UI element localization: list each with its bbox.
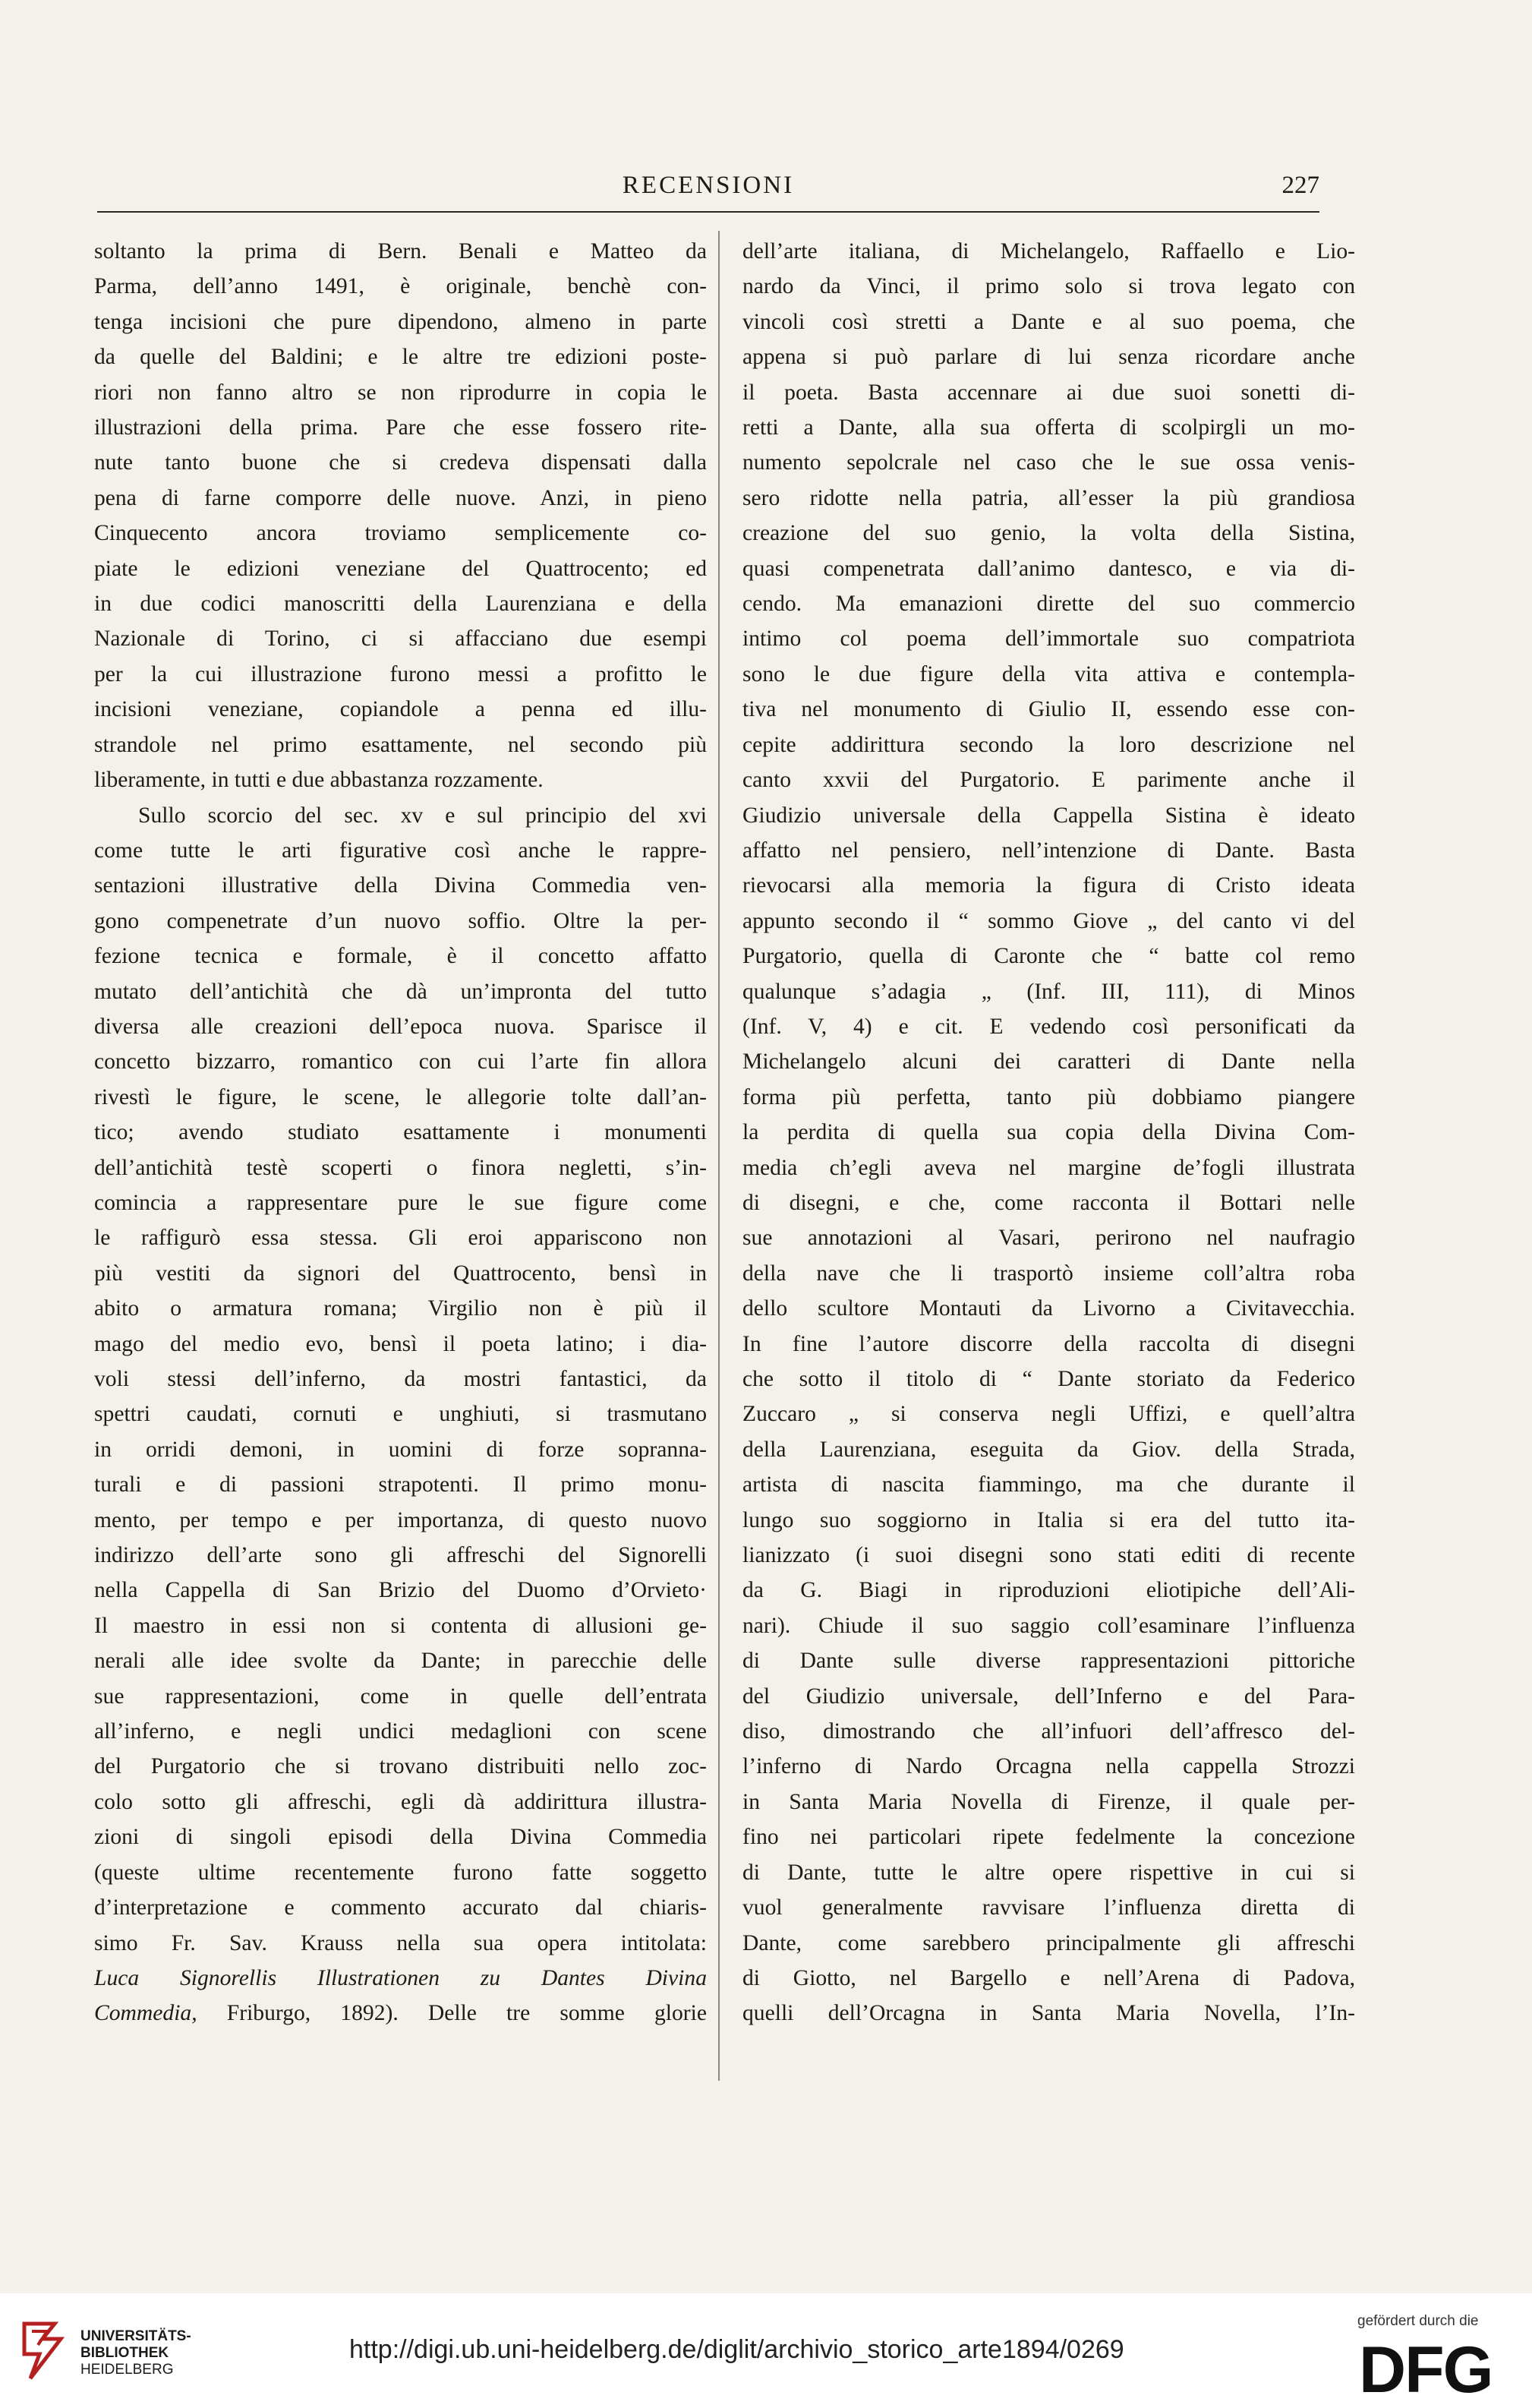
text-line: Nazionale di Torino, ci si affacciano due esempi <box>94 626 707 652</box>
text-line: le raffigurò essa stessa. Gli eroi appariscono non <box>94 1226 707 1251</box>
text-line: quelli dell’Orcagna in Santa Maria Novella, l’In- <box>742 2001 1355 2026</box>
text-line: di Dante, tutte le altre opere rispettive in cui si <box>742 1860 1355 1885</box>
text-line: il poeta. Basta accennare ai due suoi sonetti di- <box>742 380 1355 405</box>
text-line: sentazioni illustrative della Divina Commedia ven- <box>94 873 707 898</box>
library-line-1: UNIVERSITÄTS- <box>80 2328 191 2344</box>
text-line: appunto secondo il “ sommo Giove „ del canto vi del <box>742 908 1355 933</box>
text-line: quasi compenetrata dall’animo dantesco, e via di- <box>742 556 1355 581</box>
text-line: in orridi demoni, in uomini di forze sopranna- <box>94 1437 707 1462</box>
text-line-italic: Commedia, <box>94 2001 197 2026</box>
text-line: Cinquecento ancora troviamo semplicemente co- <box>94 521 707 546</box>
text-line: piate le edizioni veneziane del Quattrocento; ed <box>94 556 707 581</box>
text-line: dell’antichità testè scoperti o finora negletti, s’in- <box>94 1155 707 1180</box>
text-line: abito o armatura romana; Virgilio non è più il <box>94 1296 707 1321</box>
text-line: come tutte le arti figurative così anche le rappre- <box>94 838 707 863</box>
text-line: voli stessi dell’inferno, da mostri fantastici, da <box>94 1367 707 1391</box>
text-line: nerali alle idee svolte da Dante; in parecchie delle <box>94 1649 707 1674</box>
text-line: di Dante sulle diverse rappresentazioni pittoriche <box>742 1649 1355 1674</box>
text-line: zioni di singoli episodi della Divina Commedia <box>94 1825 707 1850</box>
permalink-url[interactable]: http://digi.ub.uni-heidelberg.de/diglit/archivio_storico_arte1894/0269 <box>349 2335 1124 2364</box>
text-line: media ch’egli aveva nel margine de’fogli illustrata <box>742 1155 1355 1180</box>
text-line: Parma, dell’anno 1491, è originale, benchè con- <box>94 274 707 299</box>
text-line: nari). Chiude il suo saggio coll’esaminare l’influenza <box>742 1613 1355 1638</box>
text-line: retti a Dante, alla sua offerta di scolpirgli un mo- <box>742 415 1355 440</box>
text-line: rievocarsi alla memoria la figura di Cristo ideata <box>742 873 1355 898</box>
text-line: da quelle del Baldini; e le altre tre edizioni poste- <box>94 345 707 370</box>
text-line: Giudizio universale della Cappella Sistina è ideato <box>742 803 1355 828</box>
text-line: nardo da Vinci, il primo solo si trova legato con <box>742 274 1355 299</box>
dfg-logo: DFG <box>1359 2334 1493 2406</box>
text-line: l’inferno di Nardo Orcagna nella cappella Strozzi <box>742 1754 1355 1779</box>
text-line: del Giudizio universale, dell’Inferno e del Para- <box>742 1684 1355 1709</box>
text-line: sue annotazioni al Vasari, perirono nel naufragio <box>742 1226 1355 1251</box>
text-line: Dante, come sarebbero principalmente gli affreschi <box>742 1930 1355 1955</box>
library-line-3: HEIDELBERG <box>80 2362 174 2378</box>
text-line: sono le due figure della vita attiva e contempla- <box>742 661 1355 686</box>
text-line: da G. Biagi in riproduzioni eliotipiche dell’Ali- <box>742 1578 1355 1603</box>
left-text-column <box>94 234 707 2031</box>
text-line: di Giotto, nel Bargello e nell’Arena di Padova, <box>742 1965 1355 1990</box>
text-line: intimo col poema dell’immortale suo compatriota <box>742 626 1355 652</box>
text-line: affatto nel pensiero, nell’intenzione di Dante. Basta <box>742 838 1355 863</box>
text-line: artista di nascita fiammingo, ma che durante il <box>742 1472 1355 1498</box>
text-line: (Inf. V, 4) e cit. E vedendo così personificati da <box>742 1014 1355 1039</box>
text-line: soltanto la prima di Bern. Benali e Matteo da <box>94 239 707 264</box>
text-line: tiva nel monumento di Giulio II, essendo esse con- <box>742 697 1355 722</box>
text-line: pena di farne comporre delle nuove. Anzi, in pieno <box>94 485 707 510</box>
text-line: sue rappresentazioni, come in quelle dell’entrata <box>94 1684 707 1709</box>
text-line: cendo. Ma emanazioni dirette del suo commercio <box>742 592 1355 617</box>
text-line: comincia a rappresentare pure le sue figure come <box>94 1190 707 1215</box>
text-line: diversa alle creazioni dell’epoca nuova. Sparisce il <box>94 1014 707 1039</box>
text-line: vincoli così stretti a Dante e al suo poema, che <box>742 309 1355 334</box>
text-line: fezione tecnica e formale, è il concetto affatto <box>94 944 707 969</box>
text-line: turali e di passioni strapotenti. Il primo monu- <box>94 1472 707 1498</box>
text-line: per la cui illustrazione furono messi a profitto le <box>94 661 707 686</box>
text-line: Zuccaro „ si conserva negli Uffizi, e quell’altra <box>742 1402 1355 1427</box>
library-name <box>80 2328 191 2378</box>
column-divider <box>718 231 720 2081</box>
text-line: d’interpretazione e commento accurato dal chiaris- <box>94 1895 707 1920</box>
text-line: all’inferno, e negli undici medaglioni con scene <box>94 1719 707 1744</box>
text-line: mutato dell’antichità che dà un’impronta del tutto <box>94 979 707 1004</box>
text-line: In fine l’autore discorre della raccolta di disegni <box>742 1331 1355 1356</box>
text-line: spettri caudati, cornuti e unghiuti, si trasmutano <box>94 1402 707 1427</box>
text-line: colo sotto gli affreschi, egli dà addirittura illustra- <box>94 1789 707 1814</box>
text-line: mago del medio evo, bensì il poeta latino; i dia- <box>94 1331 707 1356</box>
text-line: canto xxvii del Purgatorio. E parimente anche il <box>742 768 1355 793</box>
text-line: creazione del suo genio, la volta della Sistina, <box>742 521 1355 546</box>
library-line-2: BIBLIOTHEK <box>80 2345 169 2361</box>
text-line: numento sepolcrale nel caso che le sue ossa venis- <box>742 450 1355 475</box>
text-line: lungo suo soggiorno in Italia si era del tutto ita- <box>742 1507 1355 1532</box>
text-line-rest: Friburgo, 1892). Delle tre somme glorie <box>197 2001 707 2026</box>
text-line: Michelangelo alcuni dei caratteri di Dante nella <box>742 1049 1355 1075</box>
text-line: in Santa Maria Novella di Firenze, il quale per- <box>742 1789 1355 1814</box>
digitization-footer <box>0 2293 1532 2408</box>
text-line: (queste ultime recentemente furono fatte soggetto <box>94 1860 707 1885</box>
text-line: nute tanto buone che si credeva dispensati dalla <box>94 450 707 475</box>
text-line: della Laurenziana, eseguita da Giov. della Strada, <box>742 1437 1355 1462</box>
university-library-logo-icon <box>17 2316 71 2386</box>
text-line: del Purgatorio che si trovano distribuiti nello zoc- <box>94 1754 707 1779</box>
text-line: la perdita di quella sua copia della Divina Com- <box>742 1120 1355 1145</box>
text-line: fino nei particolari ripete fedelmente la concezione <box>742 1825 1355 1850</box>
right-text-column <box>742 234 1355 2031</box>
funding-caption: gefördert durch die <box>1357 2313 1479 2329</box>
text-line: nella Cappella di San Brizio del Duomo d’Orvieto· <box>94 1578 707 1603</box>
text-line: cepite addirittura secondo la loro descrizione nel <box>742 732 1355 757</box>
text-line: indirizzo dell’arte sono gli affreschi del Signorelli <box>94 1543 707 1568</box>
text-line: forma più perfetta, tanto più dobbiamo piangere <box>742 1084 1355 1109</box>
text-line: appena si può parlare di lui senza ricordare anche <box>742 345 1355 370</box>
header-title: RECENSIONI <box>622 172 795 199</box>
text-line: illustrazioni della prima. Pare che esse fossero rite- <box>94 415 707 440</box>
text-line: diso, dimostrando che all’infuori dell’affresco del- <box>742 1719 1355 1744</box>
text-line: tico; avendo studiato esattamente i monumenti <box>94 1120 707 1145</box>
text-line: liberamente, in tutti e due abbastanza rozzamente. <box>94 768 544 793</box>
text-line: che sotto il titolo di “ Dante storiato da Federico <box>742 1367 1355 1391</box>
text-line: vuol generalmente ravvisare l’influenza diretta di <box>742 1895 1355 1920</box>
text-line: lianizzato (i suoi disegni sono stati editi di recente <box>742 1543 1355 1568</box>
text-line: incisioni veneziane, copiandole a penna ed illu- <box>94 697 707 722</box>
text-line: in due codici manoscritti della Laurenziana e della <box>94 592 707 617</box>
text-line: qualunque s’adagia „ (Inf. III, 111), di Minos <box>742 979 1355 1004</box>
text-line: dello scultore Montauti da Livorno a Civitavecchia. <box>742 1296 1355 1321</box>
text-line: mento, per tempo e per importanza, di questo nuovo <box>94 1507 707 1532</box>
text-line: concetto bizzarro, romantico con cui l’arte fin allora <box>94 1049 707 1075</box>
text-line: strandole nel primo esattamente, nel secondo più <box>94 732 707 757</box>
text-line: tenga incisioni che pure dipendono, almeno in parte <box>94 309 707 334</box>
text-line: Purgatorio, quella di Caronte che “ batte col remo <box>742 944 1355 969</box>
text-line: gono compenetrate d’un nuovo soffio. Oltre la per- <box>94 908 707 933</box>
text-line: più vestiti da signori del Quattrocento, bensì in <box>94 1261 707 1286</box>
text-line: rivestì le figure, le scene, le allegorie tolte dall’an- <box>94 1084 707 1109</box>
text-line: riori non fanno altro se non riprodurre in copia le <box>94 380 707 405</box>
text-line: Luca Signorellis Illustrationen zu Dantes Divina <box>94 1965 707 1990</box>
text-line: sero ridotte nella patria, all’esser la più grandiosa <box>742 485 1355 510</box>
page-number: 227 <box>1281 172 1319 199</box>
text-line: di disegni, e che, come racconta il Bottari nelle <box>742 1190 1355 1215</box>
running-header <box>97 172 1319 213</box>
text-line: della nave che li trasportò insieme coll’altra roba <box>742 1261 1355 1286</box>
text-line: Sullo scorcio del sec. xv e sul principio del xvi <box>138 803 707 828</box>
text-line: Il maestro in essi non si contenta di allusioni ge- <box>94 1613 707 1638</box>
text-line: dell’arte italiana, di Michelangelo, Raffaello e Lio- <box>742 239 1355 264</box>
text-line: simo Fr. Sav. Krauss nella sua opera intitolata: <box>94 1930 707 1955</box>
text-line <box>94 1996 707 2031</box>
